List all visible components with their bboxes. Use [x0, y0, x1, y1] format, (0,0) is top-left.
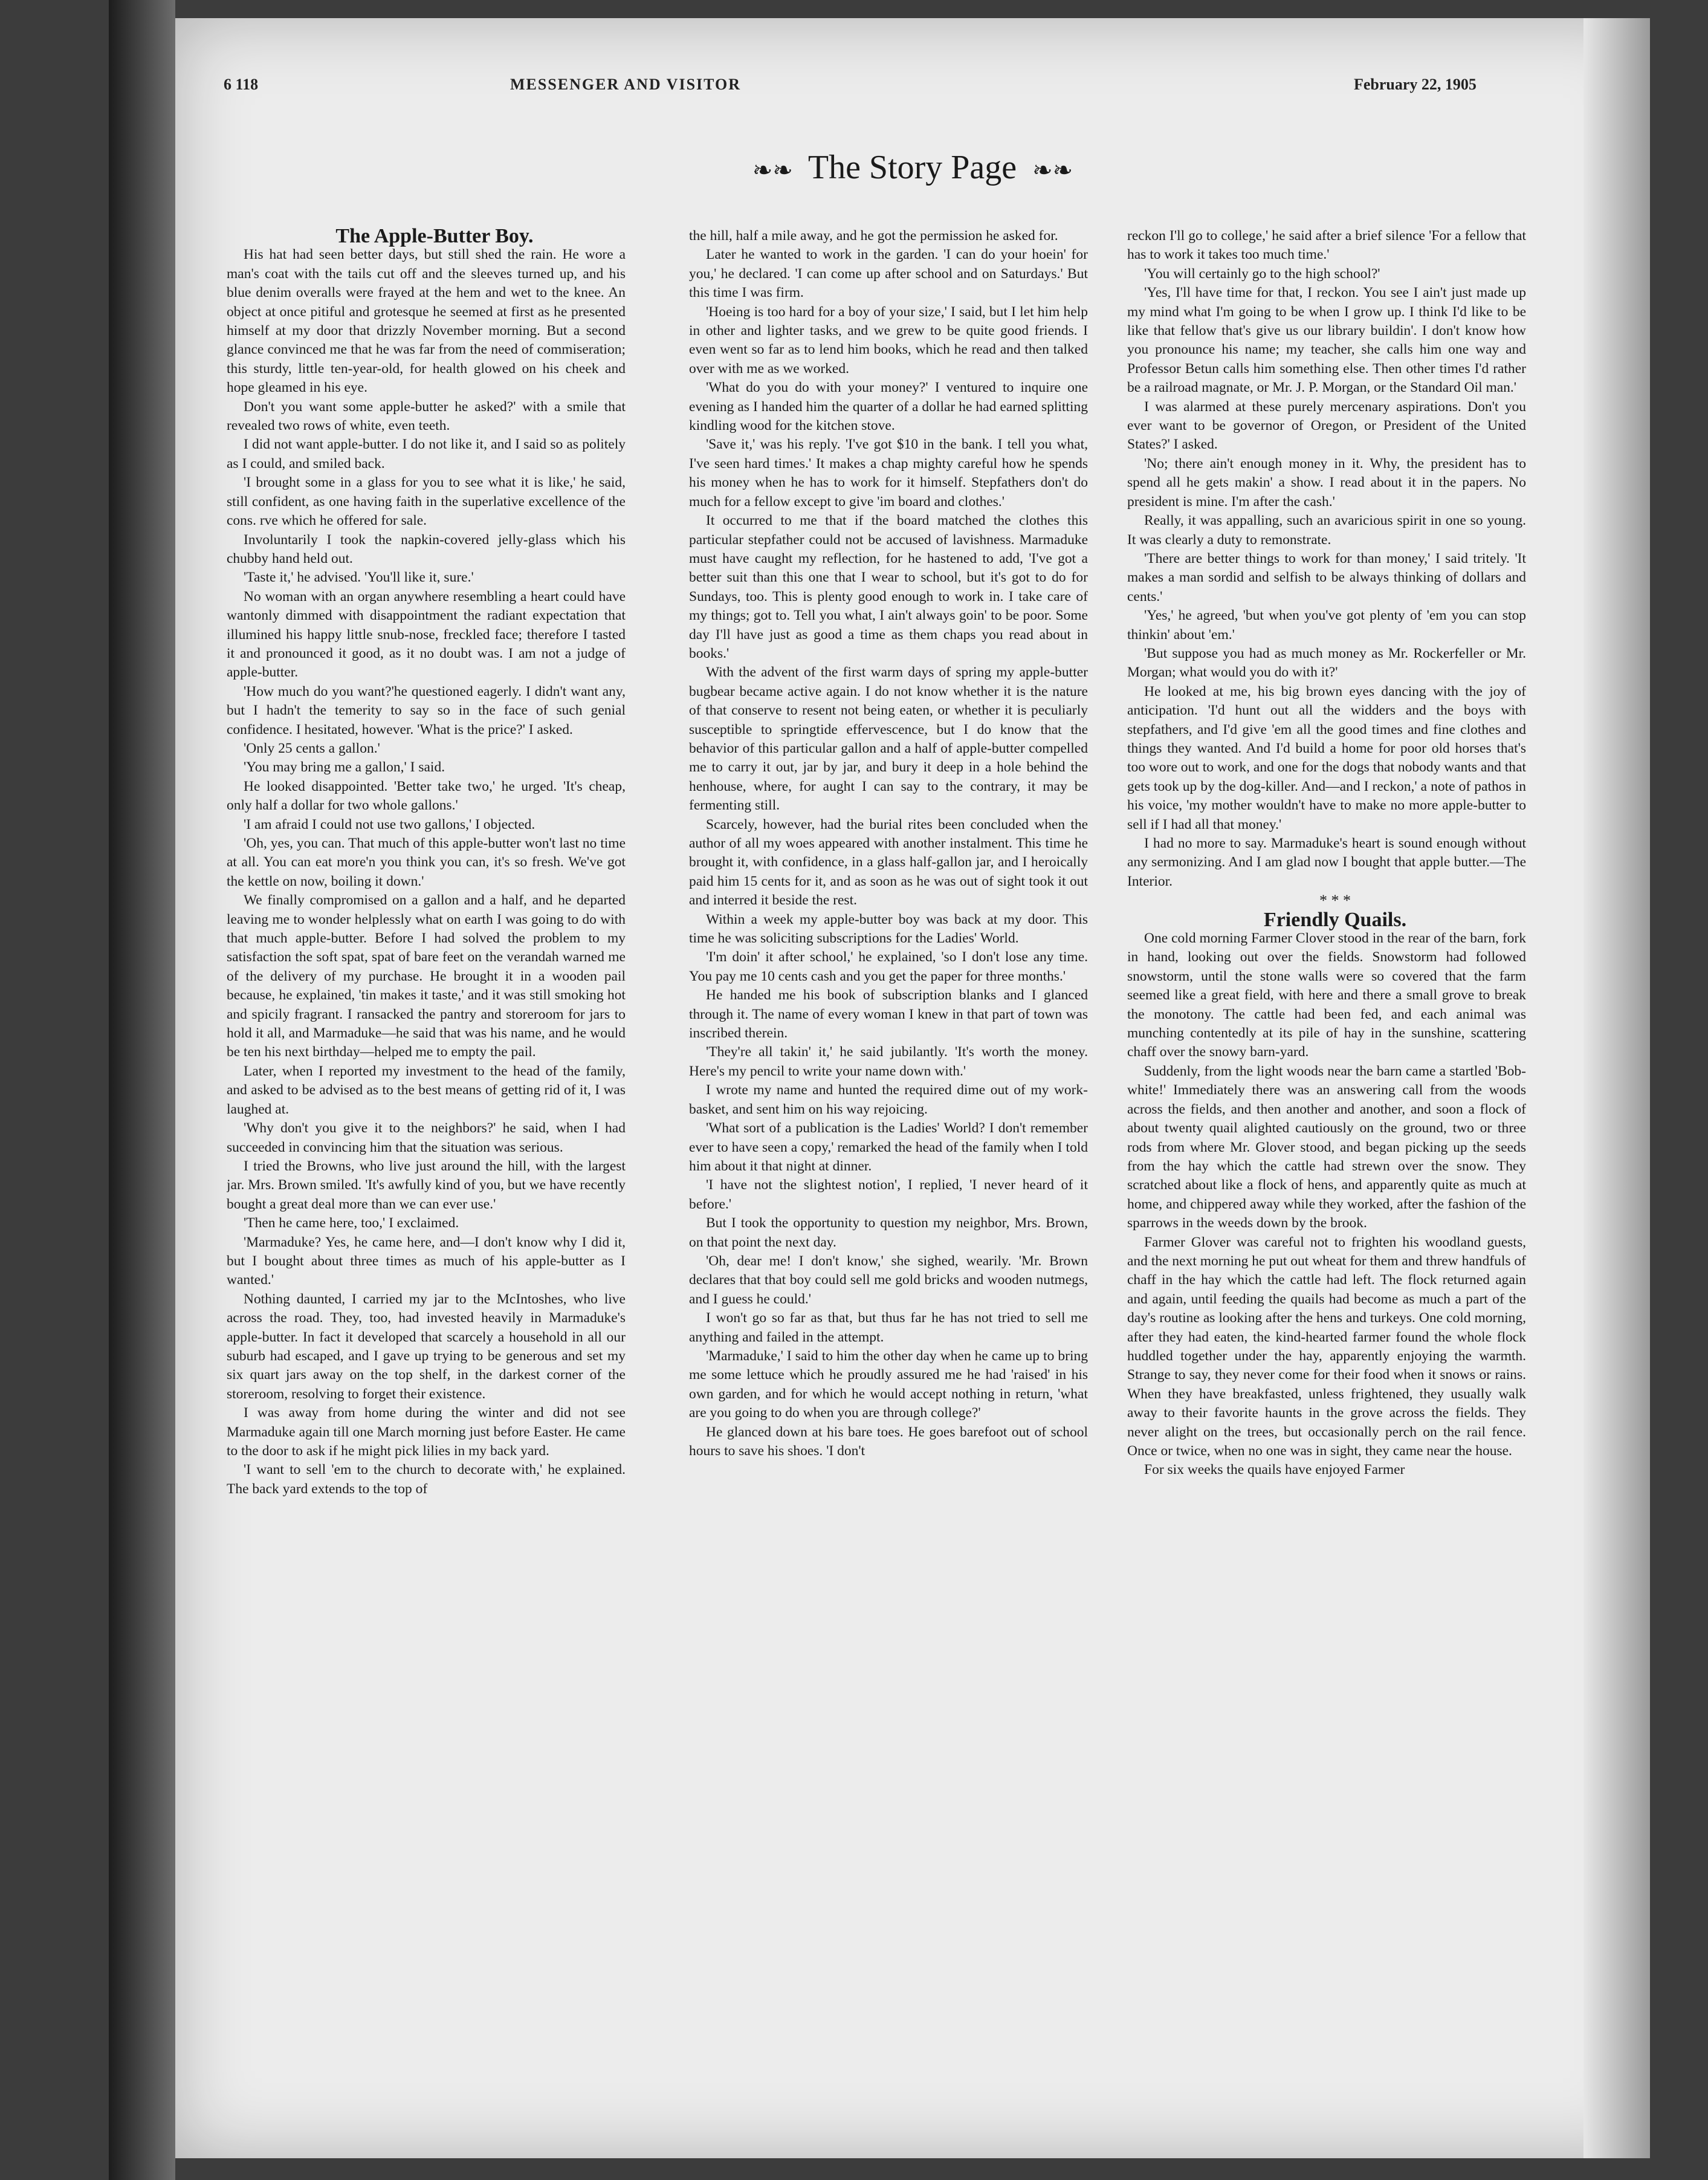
paragraph: He handed me his book of subscription blanks and I glanced through it. The name of every woman I knew in that part of town was inscribed therein.	[689, 987, 1088, 1042]
ornament-icon: ❧❧	[752, 157, 793, 184]
paragraph: 'I am afraid I could not use two gallons,' I objected.	[244, 816, 535, 832]
column-3	[1127, 227, 1526, 2095]
paragraph: No woman with an organ anywhere resembling a heart could have wantonly dimmed with disappointment the radiant expectation that illumined his happy little snub-nose, freckled face; therefore I tasted it and pronounced it good, as it no doubt was. I am not a judge of apple-butter.	[227, 588, 626, 681]
paragraph: 'Then he came here, too,' I exclaimed.	[244, 1215, 459, 1231]
paragraph: I was away from home during the winter and did not see Marmaduke again till one March morning just before Easter. He came to the door to ask if he might pick lilies in my back yard.	[227, 1405, 626, 1459]
section-title-block	[175, 148, 1650, 187]
paragraph: He looked disappointed. 'Better take two,' he urged. 'It's cheap, only half a dollar for two whole gallons.'	[227, 778, 626, 814]
paragraph: 'I want to sell 'em to the church to decorate with,' he explained. The back yard extends to the top of	[227, 1462, 626, 1497]
paragraph: It occurred to me that if the board matched the clothes this particular stepfather could not be accused of lavishness. Marmaduke must have caught my reflection, for he hastened to add, 'I've got a better suit than this one that I wear to school, but it's got to do for Sundays, too. This is plenty good enough to work in. I take care of my things; got to. Tell you what, I ain't always goin' to be poor. Some day I'll have just as good a time as them chaps you read about in books.'	[689, 513, 1088, 661]
paragraph: For six weeks the quails have enjoyed Farmer	[1144, 1462, 1405, 1478]
paragraph: the hill, half a mile away, and he got the permission he asked for.	[689, 228, 1058, 244]
paragraph: Nothing daunted, I carried my jar to the McIntoshes, who live across the road. They, too, had invested heavily in Marmaduke's apple-butter. In fact it developed that scarcely a household in all our suburb had escaped, and I gave up trying to be generous and set my six quart jars away on the top shelf, in the darkest corner of the storeroom, resolving to forget their existence.	[227, 1291, 626, 1402]
paragraph: He looked at me, his big brown eyes dancing with the joy of anticipation. 'I'd hunt out all the widders and the boys with stepfathers, and I'd give 'em all the good times and fine clothes and things they wanted. And I'd build a home for poor old horses that's too wore out to work, and one for the dogs that nobody wants and that gets took up by the dog-killer. And—and I reckon,' a note of pathos in his voice, 'my mother wouldn't have to make no more apple-butter to sell if I had all that money.'	[1127, 683, 1526, 832]
paragraph: reckon I'll go to college,' he said after a brief silence 'For a fellow that has to work it takes too much time.'	[1127, 228, 1526, 263]
paragraph: Later, when I reported my investment to the head of the family, and asked to be advised as to the best means of getting rid of it, I was laughed at.	[227, 1063, 626, 1117]
column-2	[689, 227, 1088, 2095]
paragraph: Farmer Glover was careful not to frighten his woodland guests, and the next morning he put out wheat for them and threw handfuls of chaff in the hay which the cattle had left. The flock returned again and again, until feeding the quails had become as much a part of the day's routine as looking after the hens and turkeys. One cold morning, after they had eaten, the kind-hearted farmer found the whole flock huddled together under the hay, apparently enjoying the warmth. Strange to say, they never come for their food when it snows or rains. When they have breakfasted, unless frightened, they usually walk away to their favorite haunts in the grove across the fields. They never alight on the trees, but occasionally perch on the rail fence. Once or twice, when no one was in sight, they came near the house.	[1127, 1234, 1526, 1459]
newspaper-page	[175, 18, 1650, 2158]
paragraph: Scarcely, however, had the burial rites been concluded when the author of all my woes appeared with another instalment. This time he brought it, with confidence, in a glass half-gallon jar, and I heroically paid him 15 cents for it, and as soon as he was out of sight took it out and interred it beside the rest.	[689, 816, 1088, 909]
paragraph: 'But suppose you had as much money as Mr. Rockerfeller or Mr. Morgan; what would you do with it?'	[1127, 645, 1526, 681]
paragraph: Suddenly, from the light woods near the barn came a startled 'Bob-white!' Immediately there was an answering call from the woods across the fields, and then another and another, and soon a flock of about twenty quail alighted cautiously on the ground, two or three rods from where Mr. Glover stood, and began picking up the seeds from the hay which the cattle had strewn over the snow. They scratched about like a flock of hens, and apparently quite as much at home, and chippered away while they worked, after the fashion of the sparrows in the weeds down by the brook.	[1127, 1063, 1526, 1231]
paragraph: 'How much do you want?'he questioned eagerly. I didn't want any, but I hadn't the temerity to say so in the face of such genial confidence. I hesitated, however. 'What is the price?' I asked.	[227, 683, 626, 738]
paragraph: One cold morning Farmer Clover stood in the rear of the barn, fork in hand, looking out over the fields. Snowstorm had followed snowstorm, until the stone walls were so covered that the farm seemed like a great field, with here and there a small grove to break the monotony. The cattle had been fed, and each animal was munching contentedly at its pile of hay in the sunshine, scattering chaff over the snowy barn-yard.	[1127, 930, 1526, 1060]
page-number: 6 118	[224, 76, 259, 93]
paragraph: I was alarmed at these purely mercenary aspirations. Don't you ever want to be governor of Oregon, or President of the United States?' I asked.	[1127, 398, 1526, 453]
paragraph: Don't you want some apple-butter he asked?' with a smile that revealed two rows of white, even teeth.	[227, 398, 626, 434]
section-title: The Story Page	[807, 149, 1017, 186]
paragraph: 'I have not the slightest notion', I replied, 'I never heard of it before.'	[689, 1177, 1088, 1212]
paragraph: 'Oh, dear me! I don't know,' she sighed, wearily. 'Mr. Brown declares that that boy could sell me gold bricks and wooden nutmegs, and I guess he could.'	[689, 1253, 1088, 1307]
binding-shadow	[109, 0, 175, 2180]
paragraph: But I took the opportunity to question my neighbor, Mrs. Brown, on that point the next day.	[689, 1215, 1088, 1250]
paragraph: 'Oh, yes, you can. That much of this apple-butter won't last no time at all. You can eat more'n you think you can, it's so fresh. We've got the kettle on now, boiling it down.'	[227, 835, 626, 889]
story-title: The Apple-Butter Boy.	[335, 227, 534, 247]
paragraph: Really, it was appalling, such an avaricious spirit in one so young. It was clearly a duty to remonstrate.	[1127, 513, 1526, 548]
paragraph: Within a week my apple-butter boy was back at my door. This time he was soliciting subscriptions for the Ladies' World.	[689, 911, 1088, 947]
paragraph: 'Hoeing is too hard for a boy of your size,' I said, but I let him help in other and lighter tasks, and we grew to be quite good friends. I even went so far as to lend him books, which he read and then talked over with me as we worked.	[689, 303, 1088, 377]
paragraph: His hat had seen better days, but still shed the rain. He wore a man's coat with the tails cut off and the sleeves turned up, and his blue denim overalls were frayed at the hem and wet to the knee. An object at once pitiful and grotesque he seemed at first as he presented himself at my door that drizzly November morning. But a second glance convinced me that he was far from the need of commiseration; this sturdy, little ten-year-old, for health glowed on his cheek and hope gleamed in his eye.	[227, 247, 626, 396]
journal-name: MESSENGER AND VISITOR	[509, 76, 742, 93]
paragraph: 'Yes, I'll have time for that, I reckon. You see I ain't just made up my mind what I'm going to be when I grow up. I think I'd like to be like that fellow that's give us our library buildin'. I don't know how you pronounce his name; my teacher, she calls him one way and Professor Betun calls him something else. Then other times I'd rather be a railroad magnate, or Mr. J. P. Morgan, or the Standard Oil man.'	[1127, 285, 1526, 396]
paragraph: 'You will certainly go to the high school?'	[1144, 265, 1380, 282]
paragraph: 'Save it,' was his reply. 'I've got $10 in the bank. I tell you what, I've seen hard times.' It makes a chap mighty careful how he spends his money when he has to work for it himself. Stepfathers don't do much for a fellow except to give 'im board and clothes.'	[689, 436, 1088, 510]
paragraph: He glanced down at his bare toes. He goes barefoot out of school hours to save his shoes. 'I don't	[689, 1424, 1088, 1459]
paragraph: 'Marmaduke,' I said to him the other day when he came up to bring me some lettuce which he proudly assured me he had 'raised' in his own garden, and for which he would accept nothing in return, 'what are you going to do when you are through college?'	[689, 1348, 1088, 1421]
paragraph: 'They're all takin' it,' he said jubilantly. 'It's worth the money. Here's my pencil to write your name down with.'	[689, 1044, 1088, 1079]
paragraph: 'What do you do with your money?' I ventured to inquire one evening as I handed him the quarter of a dollar he had earned splitting kindling wood for the kitchen stove.	[689, 380, 1088, 434]
paragraph: 'I brought some in a glass for you to see what it is like,' he said, still confident, as one having faith in the superlative excellence of the cons. rve which he offered for sale.	[227, 475, 626, 529]
paragraph: I had no more to say. Marmaduke's heart is sound enough without any sermonizing. And I am glad now I bought that apple butter.—The Interior.	[1127, 835, 1526, 889]
paragraph: 'Why don't you give it to the neighbors?' he said, when I had succeeded in convincing him that the situation was serious.	[227, 1120, 626, 1155]
story-title: Friendly Quails.	[1263, 908, 1407, 931]
column-1	[227, 227, 626, 2095]
paragraph: 'No; there ain't enough money in it. Why, the president has to spend all he gets makin' a show. I read about it in the papers. No president is mine. I'm after the cash.'	[1127, 455, 1526, 510]
page-header	[175, 76, 1650, 112]
paragraph: I won't go so far as that, but thus far he has not tried to sell me anything and failed in the attempt.	[689, 1310, 1088, 1345]
paragraph: Later he wanted to work in the garden. 'I can do your hoein' for you,' he declared. 'I can come up after school and on Saturdays.' But this time I was firm.	[689, 247, 1088, 301]
section-separator: * * *	[1319, 892, 1351, 910]
paragraph: 'You may bring me a gallon,' I said.	[244, 759, 445, 776]
paragraph: 'Yes,' he agreed, 'but when you've got plenty of 'em you can stop thinkin' about 'em.'	[1127, 608, 1526, 643]
paragraph: Involuntarily I took the napkin-covered jelly-glass which his chubby hand held out.	[227, 531, 626, 566]
paragraph: We finally compromised on a gallon and a half, and he departed leaving me to wonder helplessly what on earth I was going to do with that much apple-butter. Before I had solved the problem to my satisfaction the soft spat, spat of bare feet on the verandah warned me of the delivery of my purchase. He brought it in a wooden pail because, he explained, 'tin makes it taste,' and it was still smoking hot and spicily fragrant. I ransacked the pantry and storeroom for jars to hold it all, and Marmaduke—he said that was his name, and he would be ten his next birthday—helped me to empty the pail.	[227, 892, 626, 1060]
paragraph: With the advent of the first warm days of spring my apple-butter bugbear became active again. I do not know whether it is the nature of that conserve to resent not being eaten, or whether it is peculiarly susceptible to springtide effervescence, but I do know that the behavior of this particular gallon and a half of apple-butter compelled me to carry it out, jar by jar, and bury it deep in a hole behind the henhouse, where, for aught I can say to the contrary, it may be fermenting still.	[689, 664, 1088, 814]
paragraph: 'Only 25 cents a gallon.'	[244, 740, 380, 756]
paragraph: 'Marmaduke? Yes, he came here, and—I don't know why I did it, but I bought about three times as much of his apple-butter as I wanted.'	[227, 1234, 626, 1288]
page-edge-shade	[1583, 18, 1650, 2158]
paragraph: I did not want apple-butter. I do not like it, and I said so as politely as I could, and smiled back.	[227, 436, 626, 472]
paragraph: I tried the Browns, who live just around the hill, with the largest jar. Mrs. Brown smiled. 'It's awfully kind of you, but we have recently bought a great deal more than we can ever use.'	[227, 1158, 626, 1212]
paragraph: 'I'm doin' it after school,' he explained, 'so I don't lose any time. You pay me 10 cents cash and you get the paper for three months.'	[689, 949, 1088, 984]
issue-date: February 22, 1905	[1354, 76, 1477, 93]
paragraph: I wrote my name and hunted the required dime out of my work-basket, and sent him on his way rejoicing.	[689, 1082, 1088, 1117]
paragraph: 'What sort of a publication is the Ladies' World? I don't remember ever to have seen a copy,' remarked the head of the family when I told him about it that night at dinner.	[689, 1120, 1088, 1174]
paragraph: 'There are better things to work for than money,' I said tritely. 'It makes a man sordid and selfish to be always thinking of dollars and cents.'	[1127, 550, 1526, 605]
paragraph: 'Taste it,' he advised. 'You'll like it, sure.'	[244, 569, 474, 586]
ornament-icon: ❧❧	[1032, 157, 1073, 184]
